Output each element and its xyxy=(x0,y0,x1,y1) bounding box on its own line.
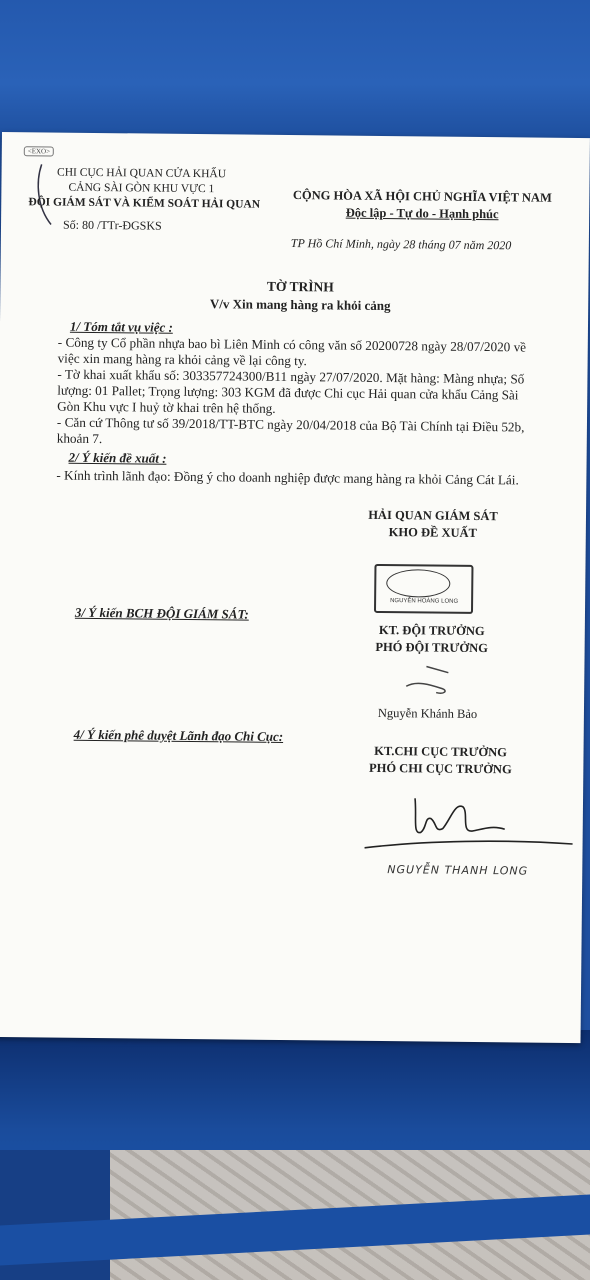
sig1-subtitle: KHO ĐỀ XUẤT xyxy=(388,525,477,540)
section3-heading: 3/ Ý kiến BCH ĐỘI GIÁM SÁT: xyxy=(74,604,249,622)
agency-line2: CẢNG SÀI GÒN KHU VỰC 1 xyxy=(68,181,215,196)
header-logo: <EXO> xyxy=(24,146,54,156)
section1-para2: - Tờ khai xuất khẩu số: 303357724300/B11 ngày 27/07/2020. Mặt hàng: Màng nhựa; Số lượng: 01 Pallet; Trọng lượng: 303 KGM đã được Chi cục Hải quan cửa khẩu Cảng Sài Gòn Khu vực I huỷ tờ khai trên hệ thống. xyxy=(57,366,525,416)
sig1-title: HẢI QUAN GIÁM SÁT xyxy=(368,507,498,524)
section1-heading: 1/ Tóm tắt vụ việc : xyxy=(69,318,173,335)
document-page xyxy=(0,132,590,1043)
sig2-title: KT. ĐỘI TRƯỞNG xyxy=(378,622,485,639)
stamp-seal xyxy=(386,569,450,598)
signature-3 xyxy=(364,788,575,860)
section2-heading: 2/ Ý kiến đề xuất : xyxy=(68,449,167,466)
official-stamp xyxy=(374,564,474,614)
motto: Độc lập - Tự do - Hạnh phúc xyxy=(345,205,499,222)
sig3-name: NGUYỄN THANH LONG xyxy=(387,863,529,878)
sig3-title: KT.CHI CỤC TRƯỞNG xyxy=(374,743,507,760)
document-title: TỜ TRÌNH xyxy=(266,278,334,295)
signature-2 xyxy=(386,658,466,699)
agency-line3: ĐỘI GIÁM SÁT VÀ KIỂM SOÁT HẢI QUAN xyxy=(28,196,261,211)
background-top xyxy=(0,0,590,140)
sig2-name: Nguyễn Khánh Bảo xyxy=(377,705,478,722)
section1-para3: - Căn cứ Thông tư số 39/2018/TT-BTC ngày 20/04/2018 của Bộ Tài Chính tại Điều 52b, khoản 7. xyxy=(56,414,525,447)
document-number: Số: 80 /TTr-ĐGSKS xyxy=(62,217,162,233)
country-name: CỘNG HÒA XÃ HỘI CHỦ NGHĨA VIỆT NAM xyxy=(292,188,552,205)
section2-para1: - Kính trình lãnh đạo: Đồng ý cho doanh nghiệp được mang hàng ra khỏi Cảng Cát Lái. xyxy=(56,467,519,488)
sig2-subtitle: PHÓ ĐỘI TRƯỞNG xyxy=(375,639,488,656)
section1-para1: - Công ty Cổ phần nhựa bao bì Liên Minh có công văn số 20200728 ngày 28/07/2020 về việc xin mang hàng ra khỏi cảng về lại công ty. xyxy=(57,334,527,369)
sig3-subtitle: PHÓ CHI CỤC TRƯỞNG xyxy=(368,760,512,777)
document-subtitle: V/v Xin mang hàng ra khỏi cảng xyxy=(209,296,391,314)
agency-line1: CHI CỤC HẢI QUAN CỬA KHẨU xyxy=(57,166,227,181)
section4-heading: 4/ Ý kiến phê duyệt Lãnh đạo Chi Cục: xyxy=(73,726,284,744)
stamp-name: NGUYỄN HOÀNG LONG xyxy=(390,598,459,605)
document-date: TP Hồ Chí Minh, ngày 28 tháng 07 năm 2020 xyxy=(290,236,512,253)
